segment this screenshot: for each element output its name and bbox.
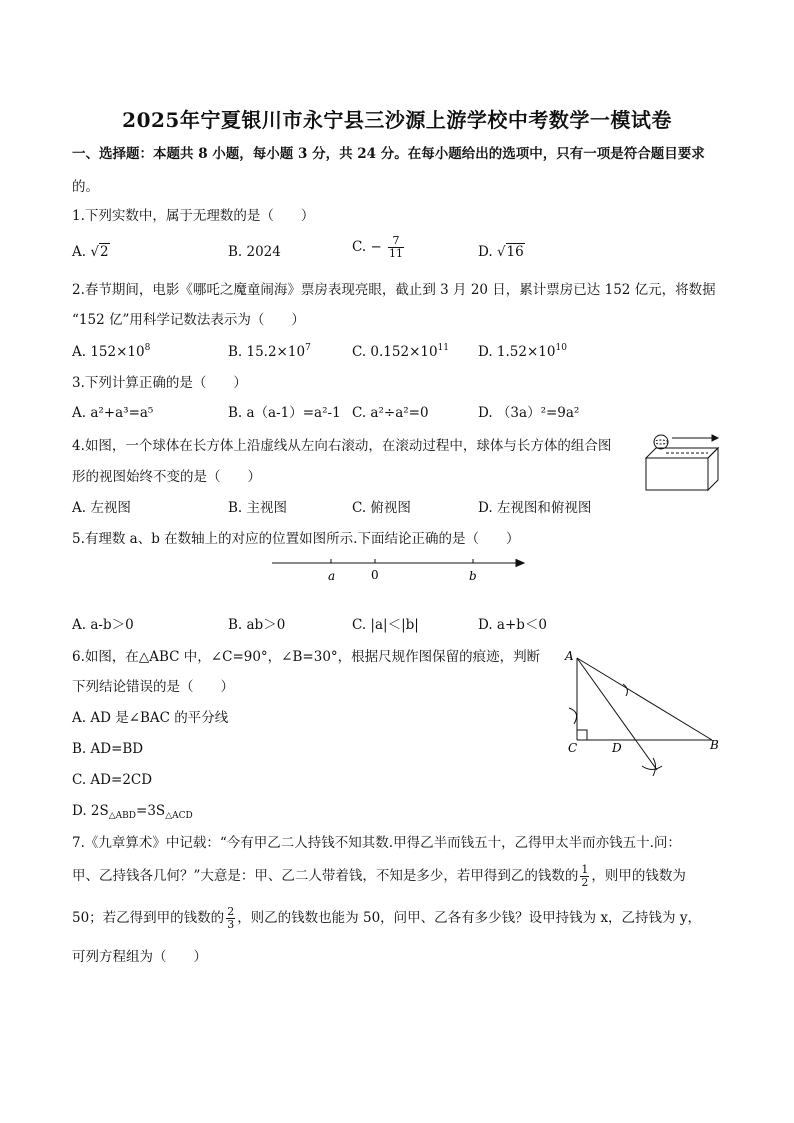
q7-half-denominator: 2 bbox=[581, 876, 589, 889]
q1-d-radicand: 16 bbox=[506, 244, 524, 260]
q5-stem: 5.有理数 a、b 在数轴上的对应的位置如图所示.下面结论正确的是（ ） bbox=[72, 531, 520, 547]
q4-option-a: A. 左视图 bbox=[72, 500, 131, 516]
q2-c-exponent: 11 bbox=[437, 343, 450, 353]
q3-option-c: C. a²÷a²=0 bbox=[352, 405, 429, 421]
q5-option-c: C. |a|＜|b| bbox=[352, 617, 419, 633]
q6-d-subscript1: △ABD bbox=[108, 811, 137, 821]
q2-stem-line2: “152 亿”用科学记数法表示为（ ） bbox=[72, 312, 305, 328]
number-line-label-b: b bbox=[469, 569, 477, 583]
right-angle-mark bbox=[577, 730, 587, 740]
q7-fraction-half bbox=[580, 864, 589, 889]
q7-fraction-two-thirds bbox=[226, 906, 235, 931]
q1-c-numerator: 7 bbox=[388, 235, 404, 248]
q3-option-d: D. （3a）²=9a² bbox=[478, 405, 580, 421]
q6-d-subscript2: △ACD bbox=[165, 811, 193, 821]
cuboid-front-face bbox=[646, 458, 708, 490]
triangle-figure bbox=[560, 648, 730, 780]
ball-icon bbox=[654, 435, 668, 449]
q5-option-b: B. ab＞0 bbox=[228, 617, 286, 633]
vertex-label-D: D bbox=[612, 741, 622, 755]
q2-option-a bbox=[72, 343, 150, 361]
q2-stem-line1: 2.春节期间，电影《哪吒之魔童闹海》票房表现亮眼，截止到 3 月 20 日，累计票房已达 152 亿元，将数据 bbox=[72, 282, 716, 298]
number-line-figure bbox=[270, 552, 530, 588]
side-AB bbox=[577, 658, 712, 740]
q6-stem-line2: 下列结论错误的是（ ） bbox=[72, 679, 234, 695]
q2-a-base: A. 152×10 bbox=[72, 344, 145, 360]
q7-line2-end: ，则甲的钱数为 bbox=[591, 868, 686, 884]
q4-option-b: B. 主视图 bbox=[228, 500, 288, 516]
q2-b-base: B. 15.2×10 bbox=[228, 344, 306, 360]
q6-d-prefix: D. 2S bbox=[72, 803, 109, 819]
q2-option-b bbox=[228, 343, 311, 361]
q5-option-a: A. a-b＞0 bbox=[72, 617, 134, 633]
q7-line3-end: ，则乙的钱数也能为 50，问甲、乙各有多少钱？设甲持钱为 x，乙持钱为 y， bbox=[237, 910, 701, 926]
q1-c-label: C. bbox=[352, 239, 367, 255]
q3-stem: 3.下列计算正确的是（ ） bbox=[72, 375, 247, 391]
q1-c-sign: − bbox=[370, 239, 382, 255]
q2-option-d bbox=[478, 343, 567, 361]
sqrt-symbol: √16 bbox=[496, 244, 524, 260]
q2-d-exponent: 10 bbox=[555, 343, 567, 353]
q6-stem-line1: 6.如图，在△ABC 中，∠C=90°，∠B=30°，根据尺规作图保留的痕迹，判断 bbox=[72, 649, 541, 665]
q7-twothirds-numerator: 2 bbox=[227, 905, 235, 918]
q7-stem-line3 bbox=[72, 906, 701, 931]
q7-twothirds-denominator: 3 bbox=[227, 918, 235, 931]
q6-option-c: C. AD=2CD bbox=[72, 772, 153, 788]
q3-option-b: B. a（a-1）=a²-1 bbox=[228, 405, 341, 421]
q2-option-c bbox=[352, 343, 449, 361]
number-line-label-0: 0 bbox=[371, 568, 379, 582]
number-line-arrow bbox=[516, 560, 524, 567]
arc-intersection-1 bbox=[642, 766, 662, 770]
section-instructions-cont: 的。 bbox=[72, 179, 99, 195]
cuboid-side-face bbox=[708, 448, 718, 490]
q1-option-d bbox=[478, 243, 525, 261]
q1-option-c bbox=[352, 235, 406, 260]
q6-option-b: B. AD=BD bbox=[72, 741, 144, 757]
q4-stem-line2: 形的视图始终不变的是（ ） bbox=[72, 469, 261, 485]
q1-c-denominator: 11 bbox=[389, 247, 404, 260]
q1-d-label: D. bbox=[478, 244, 493, 260]
q2-b-exponent: 7 bbox=[305, 343, 311, 353]
q7-line3-text: 50；若乙得到甲的钱数的 bbox=[72, 910, 225, 926]
vertex-label-B: B bbox=[710, 738, 719, 752]
q1-c-fraction bbox=[388, 235, 404, 260]
ball-on-cuboid-figure bbox=[640, 432, 722, 494]
q2-c-base: C. 0.152×10 bbox=[352, 344, 438, 360]
q7-stem-line1: 7.《九章算术》中记载：“今有甲乙二人持钱不知其数.甲得乙半而钱五十，乙得甲太半而亦钱五十.问： bbox=[72, 835, 681, 851]
q1-a-label: A. bbox=[72, 244, 87, 260]
q6-option-a: A. AD 是∠BAC 的平分线 bbox=[72, 710, 229, 726]
q6-d-middle: =3S bbox=[136, 803, 166, 819]
arc-mark-on-AC bbox=[569, 708, 577, 724]
q1-stem: 1.下列实数中，属于无理数的是（ ） bbox=[72, 208, 315, 224]
number-line-label-a: a bbox=[328, 569, 336, 583]
q2-a-exponent: 8 bbox=[144, 343, 151, 353]
q4-stem-line1: 4.如图，一个球体在长方体上沿虚线从左向右滚动，在滚动过程中，球体与长方体的组合图 bbox=[72, 438, 612, 454]
q6-option-d bbox=[72, 802, 193, 820]
q4-option-d: D. 左视图和俯视图 bbox=[478, 500, 592, 516]
q7-half-numerator: 1 bbox=[581, 863, 589, 876]
vertex-label-A: A bbox=[565, 649, 574, 663]
q1-option-b: B. 2024 bbox=[228, 244, 281, 260]
sqrt-symbol: √2 bbox=[90, 244, 109, 260]
q5-option-d: D. a+b＜0 bbox=[478, 617, 548, 633]
q1-option-a bbox=[72, 243, 110, 261]
vertex-label-C: C bbox=[568, 741, 578, 755]
section-instructions: 一、选择题：本题共 8 小题，每小题 3 分，共 24 分。在每小题给出的选项中，只有一项是符合题目要求 bbox=[72, 146, 705, 162]
q3-option-a: A. a²+a³=a⁵ bbox=[72, 405, 154, 421]
q1-a-radicand: 2 bbox=[99, 244, 109, 260]
q7-stem-line4: 可列方程组为（ ） bbox=[72, 949, 207, 965]
q2-d-base: D. 1.52×10 bbox=[478, 344, 556, 360]
page-title: 2025年宁夏银川市永宁县三沙源上游学校中考数学一模试卷 bbox=[122, 108, 672, 132]
q7-line2-text: 甲、乙持钱各几何？”大意是：甲、乙二人带着钱，不知是多少，若甲得到乙的钱数的 bbox=[72, 868, 579, 884]
q7-stem-line2 bbox=[72, 864, 686, 889]
q4-option-c: C. 俯视图 bbox=[352, 500, 411, 516]
